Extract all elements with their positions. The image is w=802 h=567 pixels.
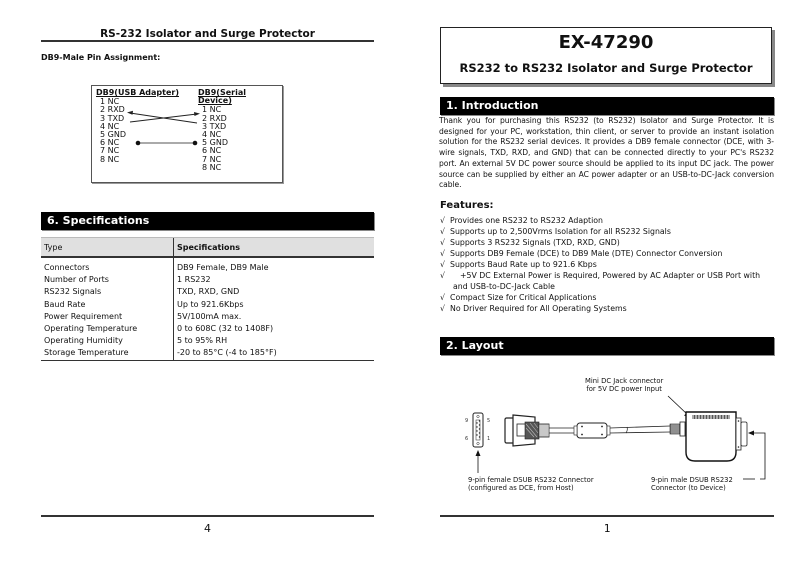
svg-text:1: 1 [487,436,491,442]
male-connector-label [651,476,733,492]
svg-text:5: 5 [487,418,491,424]
table-row [41,286,374,298]
feature-item [440,292,774,303]
feature-text: Supports Baud Rate up to 921.6 Kbps [450,260,597,269]
pin-wiring-lines [92,86,282,182]
feature-text-continuation: and USB-to-DC-Jack Cable [453,282,555,291]
feature-text: Provides one RS232 to RS232 Adaption [450,216,603,225]
spec-type: Operating Temperature [44,324,138,334]
specifications-table [41,237,374,361]
features-list [440,215,774,314]
pin-assignment-title: DB9-Male Pin Assignment: [41,53,161,62]
db9-female-face-icon [473,413,483,447]
table-row [41,299,374,311]
feature-text: Supports 3 RS232 Signals (TXD, RXD, GND) [450,238,620,247]
spec-type: Connectors [44,263,90,272]
header-rule [41,40,374,42]
check-icon: √ [440,238,445,247]
spec-type: Operating Humidity [44,336,123,346]
table-header-type: Type [41,238,174,258]
pin-row: 4 NC [100,121,120,131]
dc-jack-label-line1: Mini DC Jack connector [585,377,664,385]
female-connector-label [468,476,594,492]
spec-value: 5V/100mA max. [174,311,375,323]
svg-text:6: 6 [465,436,469,442]
running-head: RS-232 Isolator and Surge Protector [100,28,315,40]
pin-assignment-box [91,85,283,183]
pin-row: 1 NC [100,97,120,107]
specifications-section-header: 6. Specifications [41,212,374,230]
pin-row: 6 NC [100,138,120,148]
spec-value: DB9 Female, DB9 Male [174,257,375,274]
spec-type: Storage Temperature [41,347,174,360]
features-title: Features: [440,200,494,211]
spec-value: 1 RS232 [174,274,375,286]
serial-device-header: DB9(Serial Device) [198,88,246,106]
female-connector-label-line2: (configured as DCE, from Host) [468,484,574,492]
feature-item [440,215,774,226]
svg-text:9: 9 [465,418,469,424]
pin-row: 8 NC [100,154,120,164]
page-number: 4 [204,522,211,535]
table-row [41,323,374,335]
feature-text: Supports DB9 Female (DCE) to DB9 Male (DTE) Connector Conversion [450,249,723,258]
layout-diagram [455,370,775,495]
check-icon: √ [440,304,445,313]
feature-text: +5V DC External Power is Required, Powered by AC Adapter or USB Port with [460,271,761,280]
db9-connector-shell-icon [505,415,549,446]
feature-item [440,237,774,248]
table-header-specifications: Specifications [174,238,375,258]
table-row [41,335,374,347]
feature-text-wrap [450,270,774,292]
pin-row: 5 GND [202,138,228,148]
feature-text: Compact Size for Critical Applications [450,293,597,302]
table-row [41,274,374,286]
check-icon: √ [440,260,445,269]
feature-text: Supports up to 2,500Vrms Isolation for all RS232 Signals [450,227,671,236]
left-page [41,0,374,567]
check-icon: √ [440,249,445,258]
introduction-section-header: 1. Introduction [440,97,774,115]
male-connector-label-line1: 9-pin male DSUB RS232 [651,476,733,484]
right-page [440,0,774,567]
pin-row: 8 NC [202,162,222,172]
table-row [41,347,374,360]
pin-row: 7 NC [202,154,222,164]
table-row [41,311,374,323]
feature-text: No Driver Required for All Operating Systems [450,304,627,313]
pin-row: 4 NC [202,130,222,140]
layout-section-header: 2. Layout [440,337,774,355]
check-icon: √ [440,227,445,236]
spec-type: Power Requirement [44,311,123,321]
pin-row: 2 RXD [202,113,227,123]
feature-item [440,270,774,292]
check-icon: √ [440,216,445,225]
table-row [41,257,374,274]
feature-item [440,248,774,259]
feature-item [440,259,774,270]
isolator-device-icon [686,412,747,461]
dc-jack-label-line2: for 5V DC power Input [586,385,662,393]
pin-row: 6 NC [202,146,222,156]
feature-item [440,303,774,314]
male-connector-label-line2: Connector (to Device) [651,484,726,492]
page-number: 1 [603,522,611,535]
product-subtitle: RS232 to RS232 Isolator and Surge Protector [459,61,753,75]
spec-type: Baud Rate [44,299,86,309]
feature-item [440,226,774,237]
check-icon: √ [440,293,445,302]
model-number: EX-47290 [558,32,654,53]
spec-value: 5 to 95% RH [174,335,375,347]
spec-value: -20 to 85°C (-4 to 185°F) [174,347,375,360]
usb-adapter-header: DB9(USB Adapter) [96,88,179,97]
spec-value: 0 to 608C (32 to 1408F) [174,323,375,335]
pin-row: 1 NC [202,105,222,115]
footer-rule [41,515,374,517]
spec-value: TXD, RXD, GND [174,286,375,298]
ferrite-core-icon [574,423,610,438]
pin-row: 3 TXD [100,113,125,123]
female-connector-label-line1: 9-pin female DSUB RS232 Connector [468,476,594,484]
footer-rule [440,515,774,517]
product-title-box [440,27,772,84]
spec-type: Number of Ports [44,275,109,285]
pin-row: 2 RXD [100,105,125,115]
pin-row: 3 TXD [202,121,227,131]
spec-value: Up to 921.6Kbps [174,299,375,311]
pin-row: 5 GND [100,130,126,140]
check-icon: √ [440,271,445,280]
pin-row: 7 NC [100,146,120,156]
spec-type: RS232 Signals [44,287,102,297]
introduction-body: Thank you for purchasing this RS232 (to RS232) Isolator and Surge Protector. It is designed for your PC, workstation, thin client, or server to provide an instant isolation solution for the RS232 serial devices. It provides a DB9 female connector (DCE, with 3-wire signals, TXD, RXD, and GND) that can be connected directly to your PC's RS232 port. An external 5V DC power source should be applied to its input DC jack. The power source can be supplied by either an AC power adapter or an USB-to-DC-Jack conversion cable. [439,116,774,190]
